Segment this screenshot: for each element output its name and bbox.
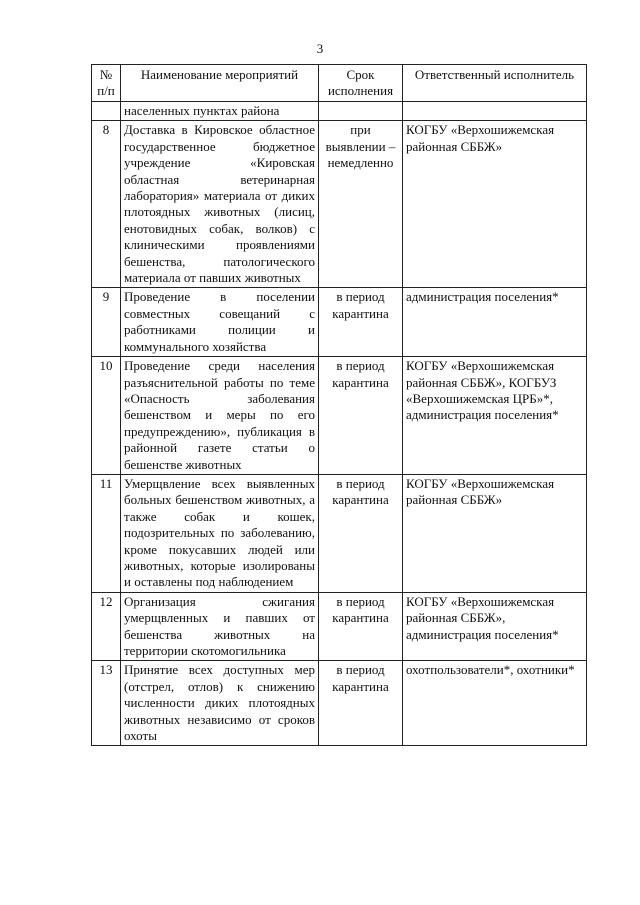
measure-term: в период карантина <box>319 357 403 475</box>
measure-responsible: КОГБУ «Верхошижемская районная СББЖ» <box>403 474 587 592</box>
measure-name: Умерщвление всех выявленных больных бешенством животных, а также собак и кошек, подозрительных по заболеванию, кроме покусавших людей или животных, которые изолированы и оставлены под наблюдением <box>121 474 319 592</box>
measure-term: в период карантина <box>319 288 403 357</box>
measure-name: Принятие всех доступных мер (отстрел, отлов) к снижению численности диких плотоядных животных независимо от сроков охоты <box>121 661 319 746</box>
page-number: 3 <box>316 41 324 56</box>
measure-term: в период карантина <box>319 661 403 746</box>
measure-responsible: КОГБУ «Верхошижемская районная СББЖ», администрация поселения* <box>403 592 587 661</box>
table-row <box>92 474 587 592</box>
table-row <box>92 592 587 661</box>
table-row-continuation <box>92 102 587 121</box>
measure-responsible: КОГБУ «Верхошижемская районная СББЖ» <box>403 121 587 288</box>
measure-responsible: охотпользователи*, охотники* <box>403 661 587 746</box>
table-row <box>92 357 587 475</box>
measure-name: Проведение среди населения разъяснительной работы по теме «Опасность заболевания бешенством и меры по его предупреждению», публикация в районной газете статьи о бешенстве животных <box>121 357 319 475</box>
continuation-text: населенных пунктах района <box>121 102 319 121</box>
header-term: Срок исполнения <box>319 65 403 102</box>
header-responsible: Ответственный исполнитель <box>403 65 587 102</box>
continuation-num-cell <box>92 102 121 121</box>
measure-term: при выявлении – немедленно <box>319 121 403 288</box>
row-number: 8 <box>92 121 121 288</box>
table-row <box>92 121 587 288</box>
header-name: Наименование мероприятий <box>121 65 319 102</box>
row-number: 12 <box>92 592 121 661</box>
header-num: № п/п <box>92 65 121 102</box>
measure-term: в период карантина <box>319 592 403 661</box>
measures-table <box>91 64 587 746</box>
table-header-row <box>92 65 587 102</box>
row-number: 11 <box>92 474 121 592</box>
measure-name: Проведение в поселении совместных совещаний с работниками полиции и коммунального хозяйства <box>121 288 319 357</box>
measure-term: в период карантина <box>319 474 403 592</box>
measure-name: Организация сжигания умерщвленных и павших от бешенства животных на территории скотомогильника <box>121 592 319 661</box>
table-row <box>92 288 587 357</box>
measure-name: Доставка в Кировское областное государственное бюджетное учреждение «Кировская областная ветеринарная лаборатория» материала от диких плотоядных животных (лисиц, енотовидных собак, волков) с клиническими проявлениями бешенства, патологического материала от павших животных <box>121 121 319 288</box>
measure-responsible: администрация поселения* <box>403 288 587 357</box>
row-number: 9 <box>92 288 121 357</box>
row-number: 13 <box>92 661 121 746</box>
continuation-term-cell <box>319 102 403 121</box>
row-number: 10 <box>92 357 121 475</box>
continuation-responsible-cell <box>403 102 587 121</box>
measure-responsible: КОГБУ «Верхошижемская районная СББЖ», КОГБУЗ «Верхошижемская ЦРБ»*, администрация поселения* <box>403 357 587 475</box>
table-row <box>92 661 587 746</box>
